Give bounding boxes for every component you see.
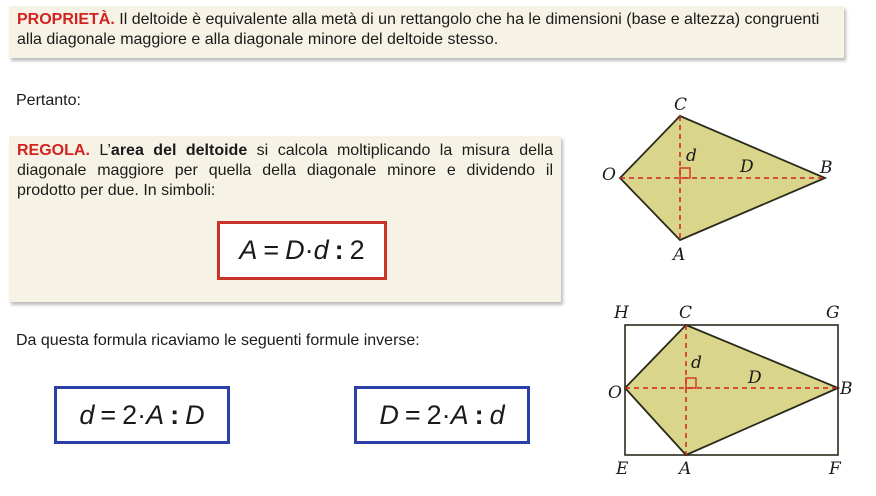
label-O: O bbox=[608, 383, 622, 403]
formula-eq: = bbox=[100, 399, 117, 430]
inverse-formulas-text: Da questa formula ricaviamo le seguenti formule inverse: bbox=[16, 332, 420, 349]
rule-text-bold: area del deltoide bbox=[110, 142, 248, 159]
label-d: d bbox=[686, 146, 697, 166]
formula-var: A bbox=[450, 399, 469, 430]
label-A: A bbox=[679, 459, 692, 479]
formula-var: D bbox=[285, 235, 305, 265]
kite-rectangle-figure bbox=[608, 302, 858, 480]
label-B: B bbox=[820, 158, 833, 178]
formula-num: 2 bbox=[122, 399, 138, 430]
formula-num: 2 bbox=[349, 235, 365, 265]
formula-var: d bbox=[79, 399, 95, 430]
inverse-formula-d bbox=[54, 386, 230, 444]
label-D: D bbox=[748, 368, 762, 388]
formula-var: d bbox=[489, 399, 505, 430]
formula-var: D bbox=[379, 399, 399, 430]
label-H: H bbox=[614, 303, 629, 323]
formula-var: d bbox=[313, 235, 329, 265]
formula-eq: = bbox=[404, 399, 421, 430]
rule-text-pre: L’ bbox=[89, 142, 111, 159]
formula-num: 2 bbox=[426, 399, 442, 430]
area-formula bbox=[217, 221, 387, 280]
kite-shape bbox=[625, 325, 838, 455]
property-text: Il deltoide è equivalente alla metà di un rettangolo che ha le dimensioni (base e altezza) congruenti alla diagonale maggiore e alla diagonale minore del deltoide stesso. bbox=[17, 11, 820, 48]
formula-dot: · bbox=[137, 399, 147, 430]
label-D: D bbox=[740, 157, 754, 177]
property-label: PROPRIETÀ. bbox=[17, 11, 115, 28]
pertanto-text: Pertanto: bbox=[16, 92, 81, 109]
rule-label: REGOLA. bbox=[17, 142, 90, 159]
rule-text: si calcola moltiplicando la misura della diagonale maggiore per quella della diagonale minore e dividendo il prodotto per due. In simboli: bbox=[17, 142, 553, 199]
formula-div: : bbox=[334, 235, 344, 265]
label-E: E bbox=[616, 459, 629, 479]
formula-eq: = bbox=[263, 235, 280, 265]
formula-div: : bbox=[170, 399, 180, 430]
label-G: G bbox=[826, 303, 840, 323]
formula-var: D bbox=[185, 399, 205, 430]
label-B: B bbox=[840, 379, 853, 399]
formula-dot: · bbox=[441, 399, 451, 430]
formula-div: : bbox=[474, 399, 484, 430]
inverse-formula-D bbox=[354, 386, 530, 444]
property-box bbox=[9, 6, 844, 58]
formula-dot: · bbox=[304, 235, 314, 265]
formula-var: A bbox=[146, 399, 165, 430]
label-C: C bbox=[674, 95, 688, 115]
formula-var: A bbox=[239, 235, 258, 265]
label-d: d bbox=[691, 353, 702, 373]
label-A: A bbox=[673, 245, 686, 265]
label-C: C bbox=[679, 303, 693, 323]
label-F: F bbox=[829, 459, 841, 479]
label-O: O bbox=[602, 165, 616, 185]
kite-figure bbox=[590, 92, 840, 267]
